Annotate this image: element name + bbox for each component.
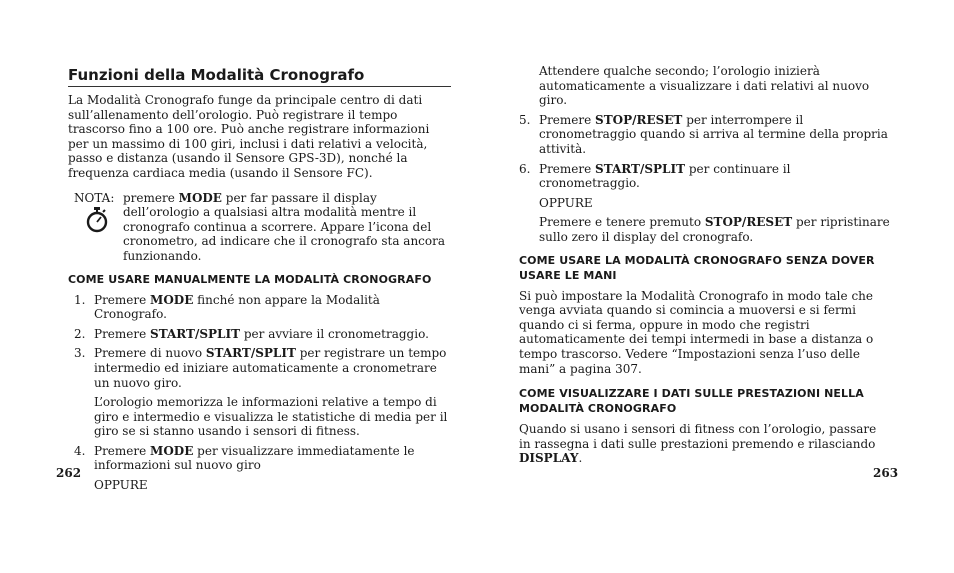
stopwatch-icon: [86, 207, 108, 233]
note-text: premere MODE per far passare il display dell’orologio a qualsiasi altra modalità mentre il cronografo continua a scorrere. Appare l’icona del cronometro, ad indicare che il cronografo sta ancora funzionando.: [123, 190, 446, 263]
reset-alternative: Premere e tenere premuto STOP/RESET per ripristinare sullo zero il display del cronografo.: [539, 215, 890, 244]
note-label: NOTA:: [74, 190, 115, 205]
list-item: 1. Premere MODE finché non appare la Modalità Cronografo.: [74, 292, 380, 322]
handsfree-paragraph: Si può impostare la Modalità Cronografo in modo tale che venga avviata quando si comincia a muoversi e si fermi quando ci si ferma, oppure in modo che registri automaticamente dei tempi intermedi in base a distanza o tempo trascorso. Vedere “Impostazioni senza l’uso delle mani” a pagina 307.: [519, 288, 874, 376]
list-item: 2. Premere START/SPLIT per avviare il cronometraggio.: [74, 326, 429, 341]
performance-paragraph: Quando si usano i sensori di fitness con l’orologio, passare in rassegna i dati sulle prestazioni premendo e rilasciando DISPLAY.: [519, 422, 877, 466]
page-title: Funzioni della Modalità Cronografo: [68, 66, 451, 87]
oppure-label: OPPURE: [94, 478, 148, 493]
intro-paragraph: La Modalità Cronografo funge da principale centro di dati sull’allenamento dell’orologio. Può registrare il tempo trascorso fino a 100 ore. Può anche registrare informazioni per un massimo di 100 giri, inclusi i dati relativi a velocità, passo e distanza (usando il Sensore GPS-3D), nonché la frequenza cardiaca media (usando il Sensore FC).: [68, 93, 430, 180]
right-page: [519, 64, 891, 476]
list-item: 5. Premere STOP/RESET per interrompere il cronometraggio quando si arriva al termine della propria attività.: [519, 112, 888, 156]
continued-text: Attendere qualche secondo; l’orologio inizierà automaticamente a visualizzare i dati relativi al nuovo giro.: [539, 64, 870, 108]
step3-note: L’orologio memorizza le informazioni relative a tempo di giro e intermedio e visualizza le statistiche di media per il giro se si stanno usando i sensori di fitness.: [94, 395, 448, 439]
section-heading-performance: COME VISUALIZZARE I DATI SULLE PRESTAZIONI NELLA MODALITÀ CRONOGRAFO: [519, 387, 864, 416]
section-heading-manual: COME USARE MANUALMENTE LA MODALITÀ CRONOGRAFO: [68, 272, 432, 286]
note-block: [74, 191, 451, 264]
section-heading-handsfree: COME USARE LA MODALITÀ CRONOGRAFO SENZA DOVER USARE LE MANI: [519, 253, 875, 282]
list-item: 6. Premere START/SPLIT per continuare il cronometraggio.: [519, 161, 791, 191]
note-mode-key: MODE: [178, 190, 222, 205]
oppure-label: OPPURE: [539, 195, 593, 210]
page-number-right: 263: [873, 466, 899, 480]
list-item: 3. Premere di nuovo START/SPLIT per registrare un tempo intermedio ed iniziare automaticamente a cronometrare un nuovo giro.: [74, 346, 447, 390]
list-item: 4. Premere MODE per visualizzare immediatamente le informazioni sul nuovo giro: [74, 443, 415, 473]
page-number-left: 262: [56, 466, 82, 480]
left-page: [68, 64, 451, 498]
